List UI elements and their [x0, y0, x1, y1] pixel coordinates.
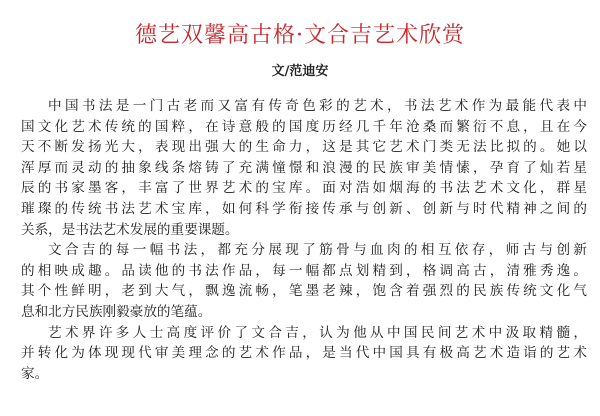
text-line: 国文化艺术传统的国粹，在诗意般的国度历经几千年沧桑而繁衍不息，且在今: [21, 118, 587, 135]
text-line: 天不断发扬光大，表现出强大的生命力，这是其它艺术门类无法比拟的。她以: [21, 139, 587, 156]
text-line: 关系，是书法艺术发展的重要课题。: [21, 221, 239, 238]
paragraph-3: [21, 323, 587, 385]
text-line: 璀璨的传统书法艺术宝库，如何科学衔接传承与创新、创新与时代精神之间的: [21, 200, 587, 217]
text-line: 艺术界许多人士高度评价了文合吉，认为他从中国民间艺术中汲取精髓，: [48, 324, 587, 341]
text-line: 家。: [21, 365, 49, 382]
text-line: 辰的书家墨客，丰富了世界艺术的宝库。面对浩如烟海的书法艺术文化，群星: [21, 180, 587, 197]
paragraph-2: [21, 240, 587, 322]
text-line: 息和北方民族刚毅豪放的笔蕴。: [21, 303, 212, 320]
text-line: 文合吉的每一幅书法，都充分展现了筋骨与血肉的相互依存，师古与创新: [48, 242, 587, 259]
text-line: 并转化为体现现代审美理念的艺术作品，是当代中国具有极高艺术造诣的艺术: [21, 345, 587, 362]
article-byline: 文/范迪安: [271, 64, 329, 79]
text-line: 浑厚而灵动的抽象线条熔铸了充满憧憬和浪漫的民族审美情愫，孕育了灿若星: [21, 159, 587, 176]
text-line: 的相映成趣。品读他的书法作品，每一幅都点划精到，格调高古，清雅秀逸。: [21, 262, 587, 279]
article-body: [21, 96, 587, 384]
text-line: 中国书法是一门古老而又富有传奇色彩的艺术，书法艺术作为最能代表中: [48, 98, 587, 114]
paragraph-1: [21, 96, 587, 240]
text-line: 其个性鲜明，老到大气，飘逸流畅，笔墨老辣，饱含着强烈的民族传统文化气: [21, 283, 587, 300]
article-title: 德艺双馨高古格·文合吉艺术欣赏: [135, 23, 465, 48]
